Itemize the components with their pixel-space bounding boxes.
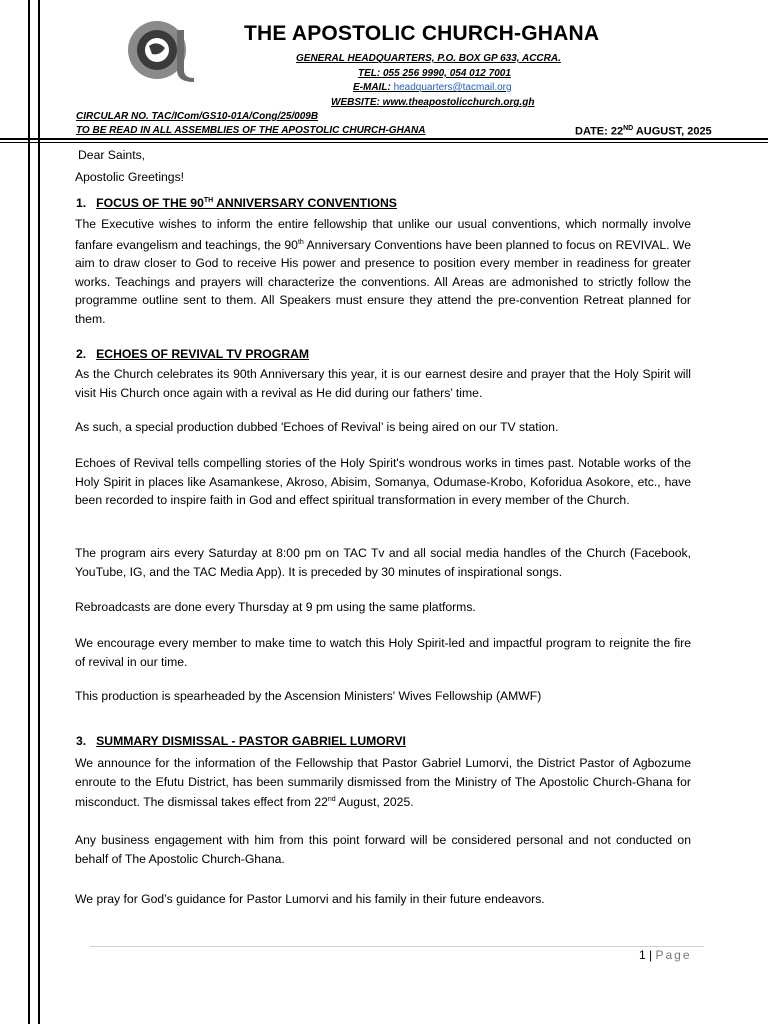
left-border-line-outer	[28, 0, 30, 1024]
section-2-paragraph-2: As such, a special production dubbed 'Echoes of Revival’ is being aired on our TV station.	[75, 420, 559, 434]
header-rule-bottom	[0, 142, 768, 143]
section-2-paragraph-3: Echoes of Revival tells compelling stories of the Holy Spirit's wondrous works in times past. Notable works of the Holy Spirit in places like Asamankese, Akroso, Abisim, Somanya, Odumase-Krobo, Koforidua Asokore, etc., have been recorded to inspire faith in God and effect spiritual transformation in every member of the Church.	[75, 456, 691, 508]
section-3-paragraph-1: We announce for the information of the Fellowship that Pastor Gabriel Lumorvi, the District Pastor of Agbozume enroute to the Efutu District, has been summarily dismissed from the Ministry of The Apostolic Church-Ghana for misconduct. The dismissal takes effect from 22nd August, 2025.	[75, 756, 691, 810]
organization-name: THE APOSTOLIC CHURCH-GHANA	[244, 22, 600, 45]
section-2-heading	[76, 347, 309, 361]
salutation: Dear Saints,	[78, 148, 146, 162]
church-logo-icon	[124, 12, 200, 82]
section-2-paragraph-1: As the Church celebrates its 90th Anniversary this year, it is our earnest desire and prayer that the Holy Spirit will visit His Church once again with a revival as He did during our fathers’ time.	[75, 367, 691, 400]
website[interactable]: WEBSITE: www.theapostolicchurch.org.gh	[331, 97, 535, 108]
footer-divider	[90, 946, 704, 947]
section-3-number: 3.	[76, 734, 87, 748]
section-1-number: 1.	[76, 196, 87, 210]
section-2-paragraph-4: The program airs every Saturday at 8:00 pm on TAC Tv and all social media handles of the Church (Facebook, YouTube, IG, and the TAC Media App). It is preceded by 30 minutes of inspirational songs.	[75, 546, 691, 579]
date-label: DATE: 22	[575, 125, 624, 138]
section-3-title: SUMMARY DISMISSAL - PASTOR GABRIEL LUMORVI	[96, 734, 406, 748]
email-label: E-MAIL:	[353, 82, 391, 93]
page-footer	[639, 948, 692, 962]
section-2-title: ECHOES OF REVIVAL TV PROGRAM	[96, 347, 310, 361]
section-2-number: 2.	[76, 347, 87, 361]
date-rest: AUGUST, 2025	[633, 125, 712, 138]
page-number: 1	[639, 948, 646, 962]
page-word: Page	[655, 948, 692, 962]
section-2-paragraph-7: This production is spearheaded by the Ascension Ministers' Wives Fellowship (AMWF)	[75, 689, 542, 703]
circular-number: CIRCULAR NO. TAC/ICom/GS10-01A/Cong/25/009B	[76, 111, 319, 122]
circular-date	[575, 125, 712, 138]
date-sup: ND	[623, 125, 634, 132]
hq-address: GENERAL HEADQUARTERS, P.O. BOX GP 633, ACCRA.	[296, 53, 561, 64]
section-3-heading	[76, 734, 406, 748]
section-1-paragraph: The Executive wishes to inform the entire fellowship that unlike our usual conventions, which normally involve fanfare evangelism and teachings, the 90th Anniversary Conventions have been planned to focus on REVIVAL. We aim to draw closer to God to receive His power and presence to position every member in readiness for greater works. Teachings and prayers will characterize the conventions. All Areas are admonished to strictly follow the programme outline sent to them. All Speakers must ensure they attend the pre-convention Retreat planned for them.	[75, 217, 691, 327]
email-link[interactable]: headquarters@tacmail.org	[393, 82, 512, 93]
section-2-paragraph-5: Rebroadcasts are done every Thursday at 9 pm using the same platforms.	[75, 600, 476, 614]
greeting-line: Apostolic Greetings!	[75, 170, 185, 184]
email-line	[353, 82, 512, 93]
left-border-line-inner	[38, 0, 40, 1024]
page-separator: |	[645, 948, 656, 962]
circular-instruction: TO BE READ IN ALL ASSEMBLIES OF THE APOSTOLIC CHURCH-GHANA	[76, 125, 426, 136]
logo-letter: a	[124, 12, 125, 13]
section-3-paragraph-3: We pray for God’s guidance for Pastor Lumorvi and his family in their future endeavors.	[75, 892, 545, 906]
telephone: TEL: 055 256 9990, 054 012 7001	[358, 68, 511, 79]
section-1-heading	[76, 196, 397, 210]
section-2-paragraph-6: We encourage every member to make time to watch this Holy Spirit-led and impactful program to reignite the fire of revival in our time.	[75, 636, 691, 669]
section-1-title: FOCUS OF THE 90TH ANNIVERSARY CONVENTIONS	[96, 196, 397, 210]
section-3-paragraph-2: Any business engagement with him from this point forward will be considered personal and not conducted on behalf of The Apostolic Church-Ghana.	[75, 833, 691, 866]
header-rule-top	[0, 138, 768, 140]
